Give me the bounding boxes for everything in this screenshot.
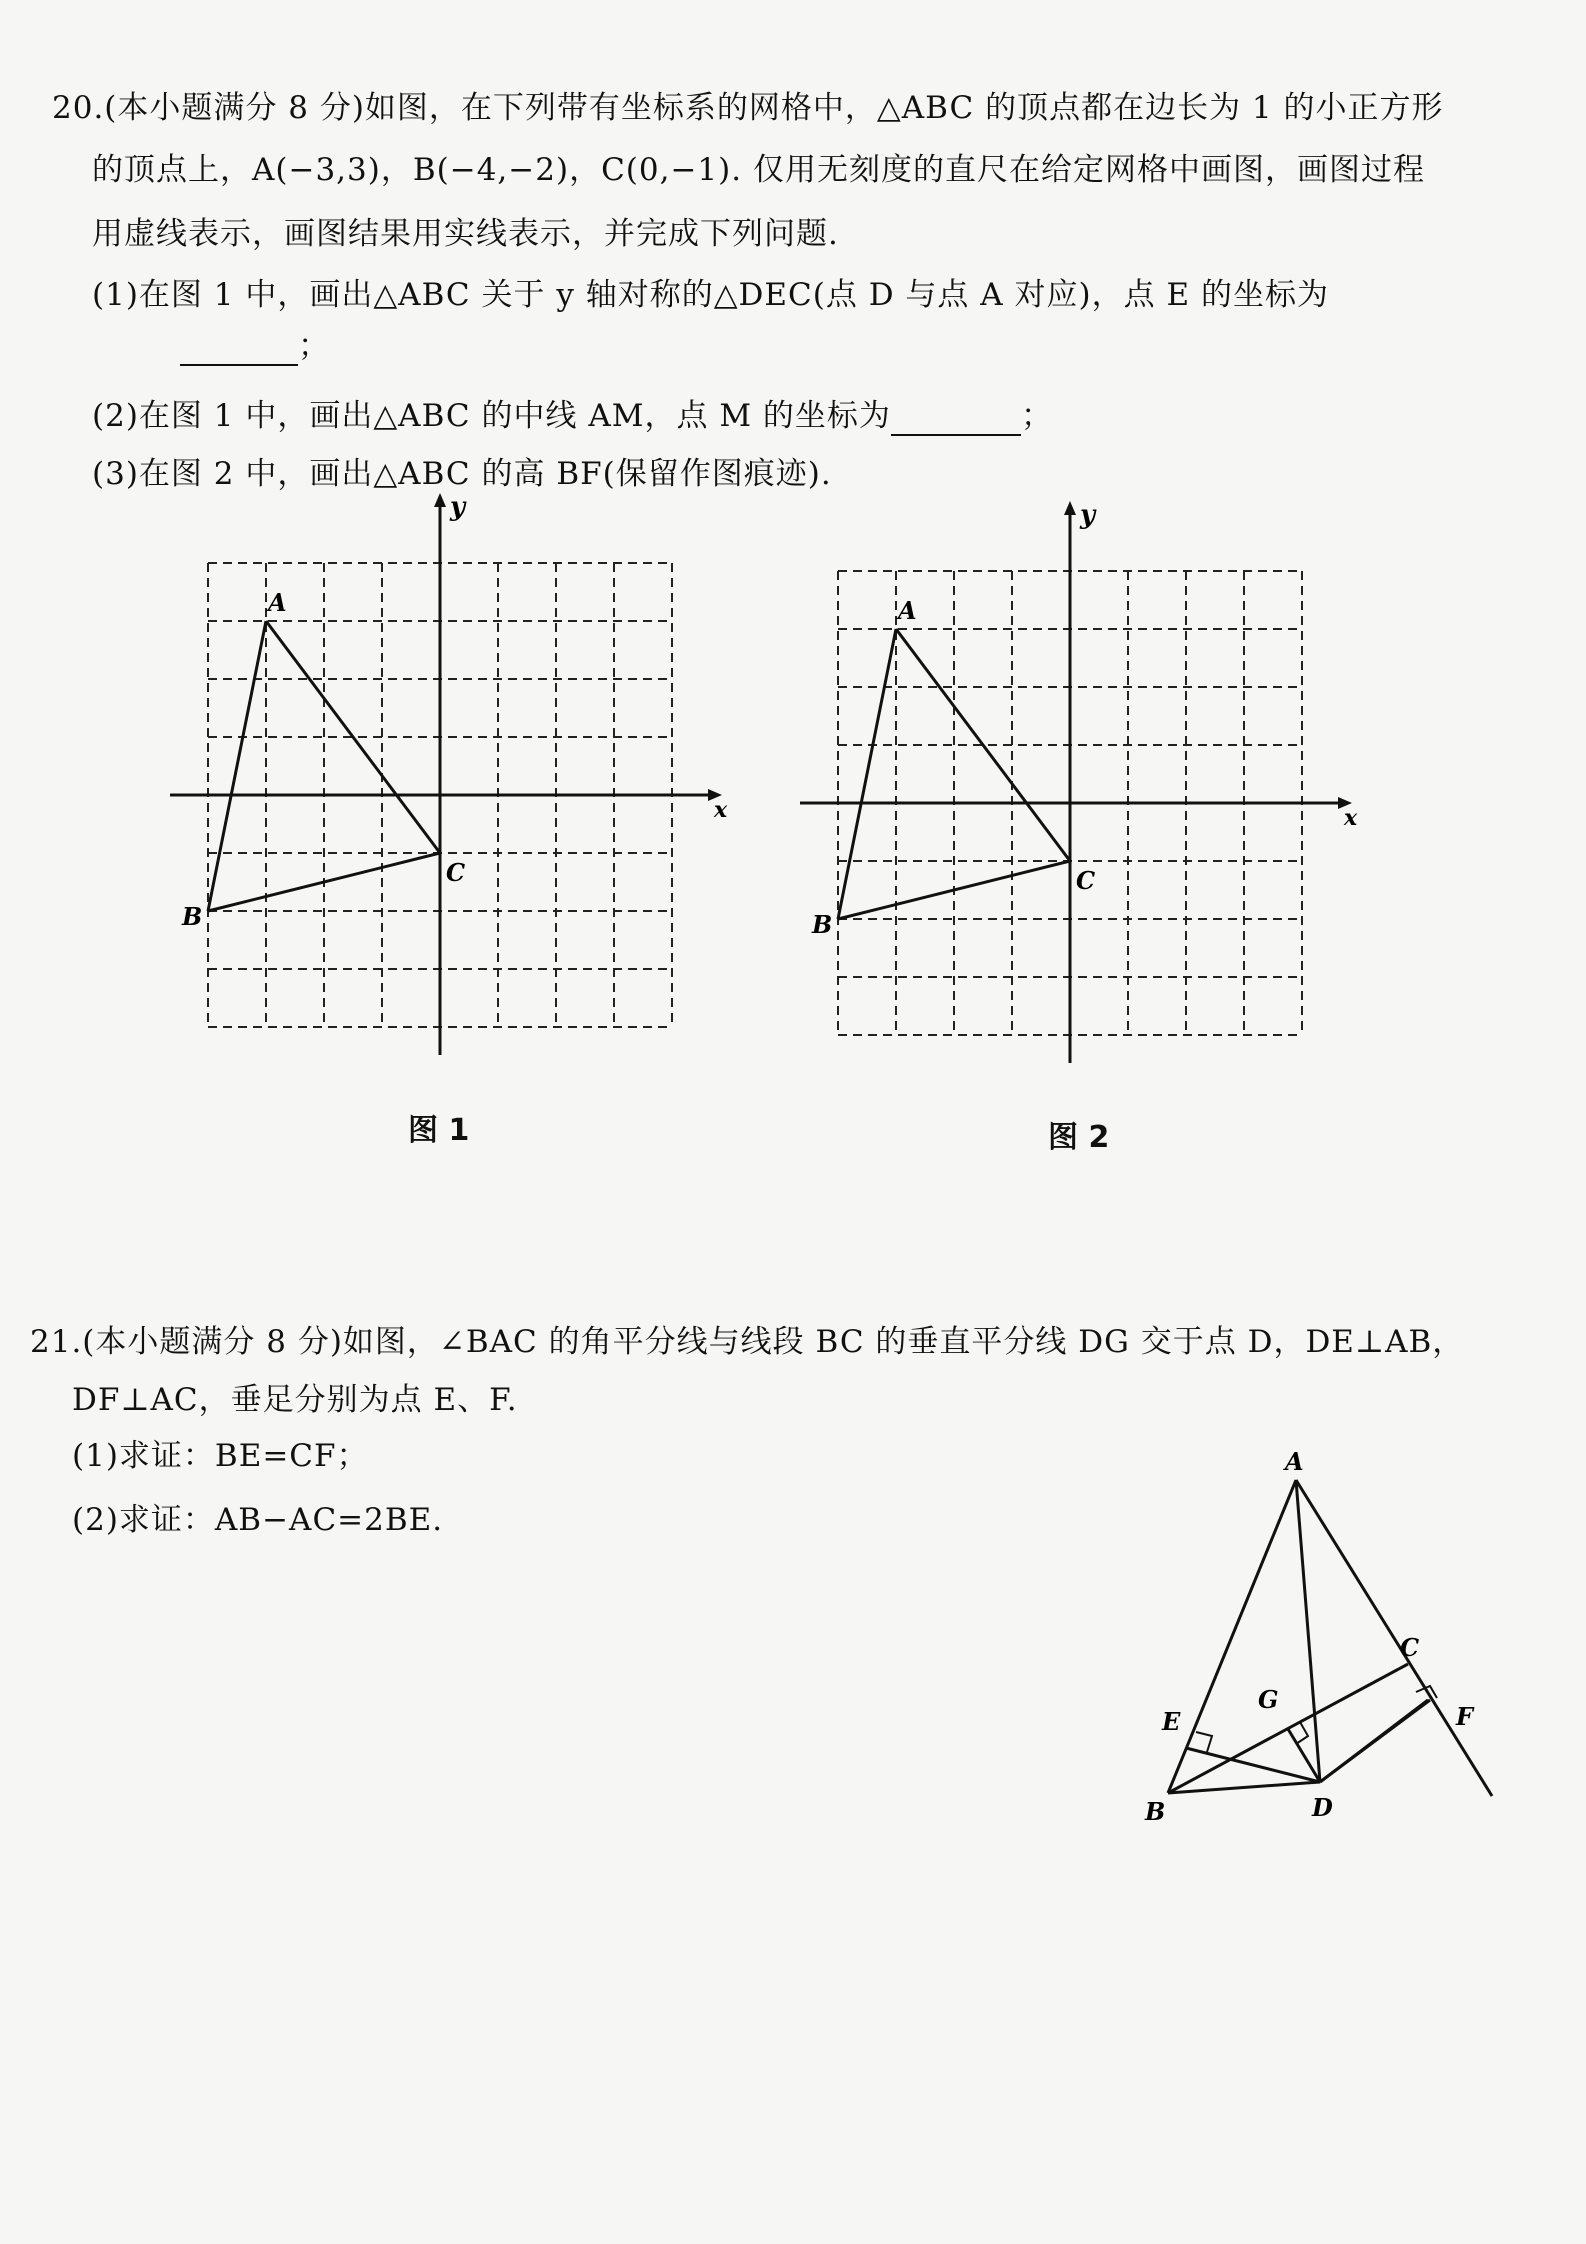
q20-part2 <box>92 396 1053 436</box>
q21-part1: (1)求证：BE=CF； <box>72 1438 369 1474</box>
q21-line2: DF⊥AC，垂足分别为点 E、F. <box>72 1382 518 1418</box>
segment-de <box>1186 1748 1320 1782</box>
segment-bd <box>1168 1782 1320 1793</box>
q20-line1: 20.(本小题满分 8 分)如图，在下列带有坐标系的网格中，△ABC 的顶点都在边长为 1 的小正方形 <box>52 90 1444 126</box>
side-bc <box>208 853 440 911</box>
figure-1-caption: 图 1 <box>408 1113 470 1148</box>
point-a-label: A <box>1285 1447 1304 1476</box>
q20-line2: 的顶点上，A(−3,3)，B(−4,−2)，C(0,−1). 仅用无刻度的直尺在给定网格中画图，画图过程 <box>92 152 1425 188</box>
figure-2-grid <box>780 500 1360 1088</box>
point-b-label: B <box>812 910 833 939</box>
side-ab <box>208 621 266 911</box>
point-c-label: C <box>1076 866 1096 895</box>
point-f-label: F <box>1456 1702 1474 1731</box>
y-axis-label: y <box>450 492 466 522</box>
figure-2-caption: 图 2 <box>1048 1120 1110 1155</box>
side-ac <box>266 621 440 853</box>
point-c-label: C <box>1400 1633 1420 1662</box>
q20-part2-text: (2)在图 1 中，画出△ABC 的中线 AM，点 M 的坐标为 <box>92 398 891 434</box>
point-c-label: C <box>446 858 466 887</box>
q21-geometry-figure <box>1100 1430 1520 1850</box>
coordinate-axes <box>170 493 722 1055</box>
point-a-label: A <box>268 588 287 617</box>
q20-part1-answer-line[interactable] <box>180 326 330 366</box>
y-axis-label: y <box>1080 500 1096 530</box>
q20-part1-text: (1)在图 1 中，画出△ABC 关于 y 轴对称的△DEC(点 D 与点 A 对应)，点 E 的坐标为 <box>92 277 1329 313</box>
side-ab <box>838 629 896 919</box>
figure-1-grid <box>150 492 730 1080</box>
q21-part2: (2)求证：AB−AC=2BE. <box>72 1502 444 1538</box>
right-angle-e <box>1196 1732 1212 1752</box>
answer-blank-e[interactable] <box>180 330 298 366</box>
right-angle-g <box>1296 1722 1308 1744</box>
point-d-label: D <box>1312 1793 1333 1822</box>
q21-line1: 21.(本小题满分 8 分)如图，∠BAC 的角平分线与线段 BC 的垂直平分线 DG 交于点 D，DE⊥AB， <box>30 1324 1465 1360</box>
point-e-label: E <box>1162 1707 1181 1736</box>
q20-line3: 用虚线表示，画图结果用实线表示，并完成下列问题. <box>92 216 839 252</box>
x-axis-label: x <box>714 797 728 823</box>
point-a-label: A <box>898 596 917 625</box>
segment-df <box>1320 1700 1428 1782</box>
point-g-label: G <box>1258 1685 1279 1714</box>
y-axis-arrow <box>1064 501 1076 515</box>
y-axis-arrow <box>434 493 446 507</box>
side-ac <box>896 629 1070 861</box>
q20-part1-end: ； <box>298 328 330 364</box>
answer-blank-m[interactable] <box>891 400 1021 436</box>
q20-part2-end: ； <box>1020 398 1053 434</box>
side-bc <box>838 861 1070 919</box>
ray-ac <box>1296 1480 1492 1796</box>
coordinate-axes <box>800 501 1352 1063</box>
q20-part3: (3)在图 2 中，画出△ABC 的高 BF(保留作图痕迹). <box>92 456 832 492</box>
point-b-label: B <box>1145 1797 1166 1826</box>
segment-ab <box>1168 1480 1296 1793</box>
point-b-label: B <box>182 902 203 931</box>
x-axis-label: x <box>1344 805 1358 831</box>
